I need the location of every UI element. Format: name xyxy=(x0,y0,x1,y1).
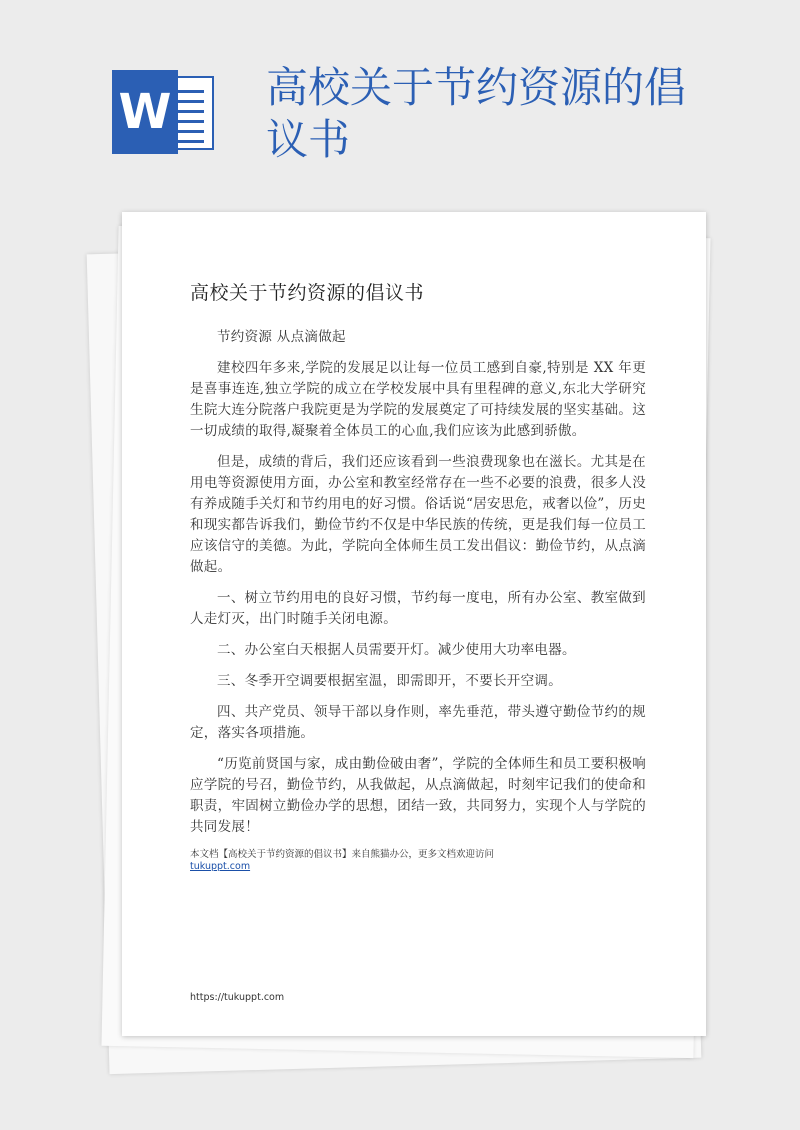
paragraph-item-2: 二、办公室白天根据人员需要开灯。减少使用大功率电器。 xyxy=(217,642,576,658)
paragraph-conclusion: “历览前贤国与家，成由勤俭破由奢”，学院的全体师生和员工要积极响应学院的号召，勤俭节约，从我做起，从点滴做起，时刻牢记我们的使命和职责，牢固树立勤俭办学的思想，团结一致，共同努力，实现个人与学院的共同发展！ xyxy=(190,756,646,835)
page-footer-url: https://tukuppt.com xyxy=(190,992,285,1003)
document-title: 高校关于节约资源的倡议书 xyxy=(190,282,425,304)
document-page xyxy=(122,212,706,1036)
word-document-icon xyxy=(112,70,216,154)
source-link[interactable]: tukuppt.com xyxy=(190,861,251,872)
paragraph-subtitle: 节约资源 从点滴做起 xyxy=(217,329,346,345)
word-letter-badge: W xyxy=(112,70,178,154)
paragraph-problem: 但是，成绩的背后，我们还应该看到一些浪费现象也在滋长。尤其是在用电等资源使用方面，办公室和教室经常存在一些不必要的浪费，很多人没有养成随手关灯和节约用电的好习惯。俗话说“居安思危，戒奢以俭”，历史和现实都告诉我们，勤俭节约不仅是中华民族的传统，更是我们每一位员工应该信守的美德。为此，学院向全体师生员工发出倡议：勤俭节约，从点滴做起。 xyxy=(190,454,647,575)
paragraph-item-3: 三、冬季开空调要根据室温，即需即开，不要长开空调。 xyxy=(217,673,562,689)
page-title: 高校关于节约资源的倡议书 xyxy=(266,63,687,164)
paragraph-item-1: 一、树立节约用电的良好习惯，节约每一度电，所有办公室、教室做到人走灯灭，出门时随手关闭电源。 xyxy=(190,590,646,627)
paragraph-intro: 建校四年多来,学院的发展足以让每一位员工感到自豪,特别是 XX 年更是喜事连连,独立学院的成立在学校发展中具有里程碑的意义,东北大学研究生院大连分院落户我院更是为学院的发展奠定了可持续发展的坚实基础。这一切成绩的取得,凝聚着全体员工的心血,我们应该为此感到骄傲。 xyxy=(190,360,646,439)
source-footnote: 本文档【高校关于节约资源的倡议书】来自熊猫办公，更多文档欢迎访问 xyxy=(190,849,495,860)
paragraph-item-4: 四、共产党员、领导干部以身作则，率先垂范，带头遵守勤俭节约的规定，落实各项措施。 xyxy=(190,704,646,741)
